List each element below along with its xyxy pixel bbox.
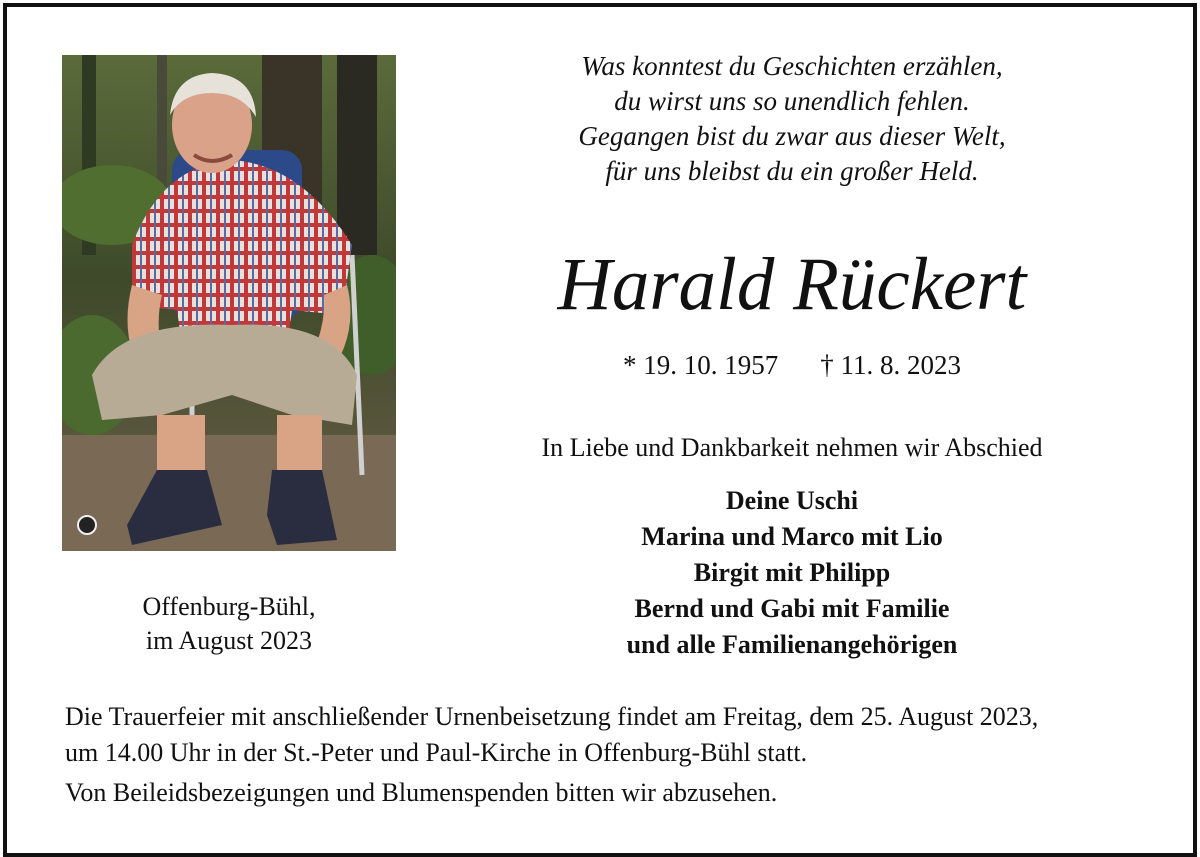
poem-line: für uns bleibst du ein großer Held. <box>605 156 979 186</box>
date-line: im August 2023 <box>145 626 313 655</box>
obituary-frame <box>3 3 1197 857</box>
mourner-line: und alle Familienangehörigen <box>626 630 958 659</box>
poem-line: Gegangen bist du zwar aus dieser Welt, <box>578 121 1006 151</box>
farewell-text: In Liebe und Dankbarkeit nehmen wir Abschied <box>541 433 1043 462</box>
mourners-list <box>487 483 1097 663</box>
place-line: Offenburg-Bühl, <box>142 592 316 621</box>
birth-date: * 19. 10. 1957 <box>623 350 779 380</box>
death-date: † 11. 8. 2023 <box>820 350 961 380</box>
service-information <box>65 699 1175 811</box>
portrait-photo <box>62 55 396 551</box>
mourner-line: Marina und Marco mit Lio <box>641 522 943 551</box>
place-and-date <box>62 590 396 658</box>
portrait-photo-illustration <box>62 55 396 551</box>
service-line: um 14.00 Uhr in der St.-Peter und Paul-Kirche in Offenburg-Bühl statt. <box>65 738 808 767</box>
deceased-name: Harald Rückert <box>557 243 1027 326</box>
poem-line: du wirst uns so unendlich fehlen. <box>614 86 970 116</box>
poem <box>497 49 1087 189</box>
mourner-line: Bernd und Gabi mit Familie <box>634 594 950 623</box>
service-line: Die Trauerfeier mit anschließender Urnenbeisetzung findet am Freitag, dem 25. August 2023, <box>65 702 1039 731</box>
life-dates <box>487 347 1097 383</box>
condolence-note: Von Beileidsbezeigungen und Blumenspenden bitten wir abzusehen. <box>65 778 778 807</box>
mourner-line: Deine Uschi <box>725 486 859 515</box>
mourner-line: Birgit mit Philipp <box>693 558 891 587</box>
poem-line: Was konntest du Geschichten erzählen, <box>581 51 1003 81</box>
